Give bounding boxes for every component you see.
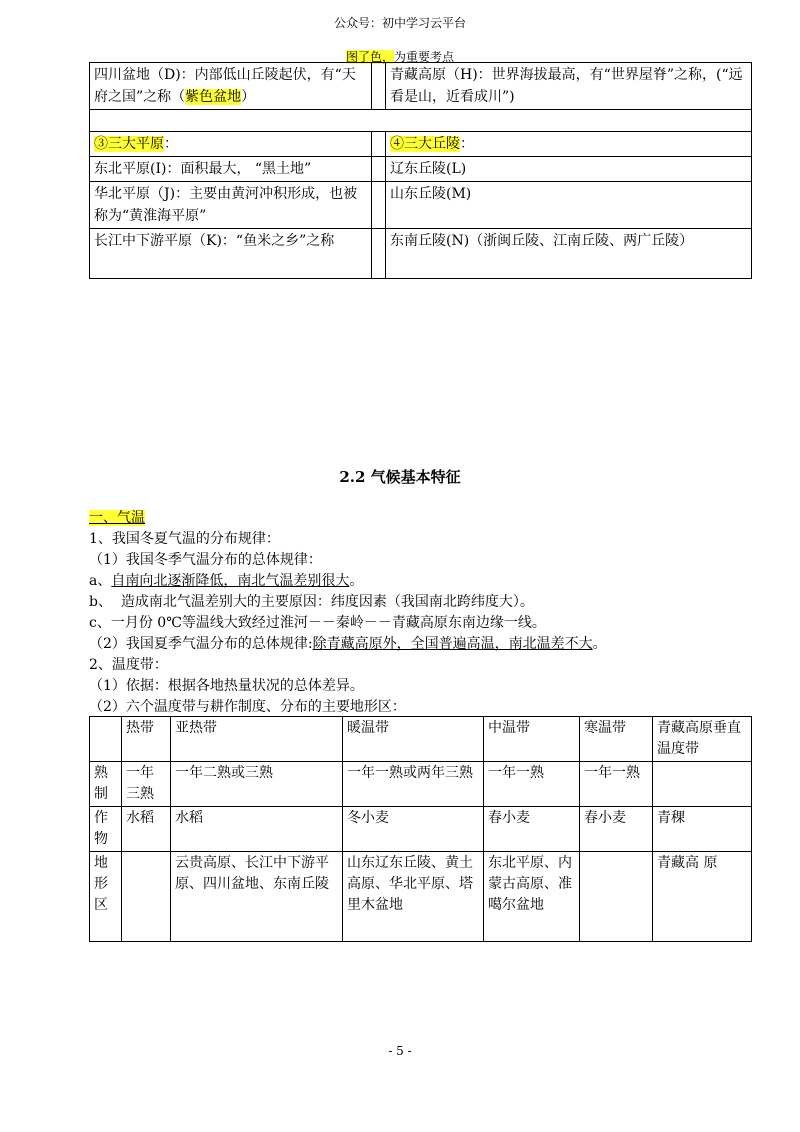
table-row [90,157,752,182]
row-label: 作物 [90,807,122,852]
table-row [90,762,752,807]
text-line: （1）我国冬季气温分布的总体规律： [89,552,322,568]
column-gap [372,157,386,182]
column-gap [372,63,386,110]
temperature-zone-table [89,716,752,942]
page-number: - 5 - [388,1044,412,1058]
row-label: 地形区 [90,852,122,942]
table-row [90,132,752,157]
purple-basin-highlight: 紫色盆地 [185,89,242,105]
legend-highlight: 图了色， [345,50,394,64]
table-cell: 一年一熟 [484,762,580,807]
header-cell [90,717,122,762]
row-label: 熟制 [90,762,122,807]
table-cell: 春小麦 [580,807,653,852]
column-gap [372,132,386,157]
table-cell: 东北平原、内蒙古高原、准噶尔盆地 [484,852,580,942]
table-row [90,807,752,852]
table-header-row [90,717,752,762]
table-cell [580,852,653,942]
column-gap [372,229,386,279]
header-cell: 中温带 [484,717,580,762]
plains-heading: ③三大平原： [90,132,372,157]
southeast-hills-cell: 东南丘陵(N)（浙闽丘陵、江南丘陵、两广丘陵） [386,229,752,279]
liaodong-hills-cell: 辽东丘陵(L) [386,157,752,182]
header-cell: 暖温带 [343,717,484,762]
table-cell: 一年二熟或三熟 [171,762,343,807]
table-cell: 云贵高原、长江中下游平原、四川盆地、东南丘陵 [171,852,343,942]
table-separator-row [90,110,752,132]
table-cell: 青稞 [653,807,752,852]
table-cell: 冬小麦 [343,807,484,852]
yangtze-plain-cell: 长江中下游平原（K)：“鱼米之乡”之称 [90,229,372,279]
northeast-plain-cell: 东北平原(I)：面积最大， “黑土地” [90,157,372,182]
underlined-text: 自南向北逐渐降低，南北气温差别很大 [111,573,350,589]
table-cell: 春小麦 [484,807,580,852]
page-header: 公众号：初中学习云平台 [333,16,466,30]
underlined-text: 除青藏高原外，全国普遍高温，南北温差不大 [312,636,593,652]
sichuan-basin-cell: 四川盆地（D)：内部低山丘陵起伏，有“天府之国”之称（紫色盆地） [90,63,372,110]
north-china-plain-cell: 华北平原（J)：主要由黄河冲积形成，也被称为“黄淮海平原” [90,182,372,229]
hills-heading: ④三大丘陵： [386,132,752,157]
table-cell: 一年三熟 [122,762,171,807]
table-cell: 山东辽东丘陵、黄土高原、华北平原、塔里木盆地 [343,852,484,942]
text-line: （1）依据：根据各地热量状况的总体差异。 [89,678,364,694]
shandong-hills-cell: 山东丘陵(M) [386,182,752,229]
header-cell: 青藏高原垂直温度带 [653,717,752,762]
column-gap [372,182,386,229]
table-row [90,63,752,110]
table-cell [122,852,171,942]
landform-table [89,62,752,279]
table-cell: 一年一熟或两年三熟 [343,762,484,807]
text-line: （2）六个温度带与耕作制度、分布的主要地形区： [89,699,406,715]
separator-cell [90,110,752,132]
text-line: 2、温度带： [89,657,168,673]
table-row [90,229,752,279]
text-line: b、 造成南北气温差别大的主要原因：纬度因素（我国南北跨纬度大）。 [89,594,534,610]
text-line: （2）我国夏季气温分布的总体规律:除青藏高原外，全国普遍高温，南北温差不大。 [89,636,607,652]
table-cell: 水稻 [122,807,171,852]
tibet-plateau-cell: 青藏高原（H)：世界海拔最高，有“世界屋脊”之称，(“远看是山，近看成川”) [386,63,752,110]
table-cell: 水稻 [171,807,343,852]
table-cell: 青藏高 原 [653,852,752,942]
section-title: 2.2 气候基本特征 [339,468,461,486]
heading-temperature: 一、气温 [89,510,145,526]
header-cell: 寒温带 [580,717,653,762]
text-line: c、一月份 0℃等温线大致经过淮河－－秦岭－－青藏高原东南边缘一线。 [89,615,546,631]
header-cell: 热带 [122,717,171,762]
table-row [90,852,752,942]
body-text [89,508,749,718]
text-line: 1、我国冬夏气温的分布规律： [89,531,280,547]
table-cell [653,762,752,807]
legend-text: 为重要考点 [394,50,455,64]
table-cell: 一年一熟 [580,762,653,807]
header-cell: 亚热带 [171,717,343,762]
text-line: a、自南向北逐渐降低，南北气温差别很大。 [89,573,364,589]
table-row [90,182,752,229]
